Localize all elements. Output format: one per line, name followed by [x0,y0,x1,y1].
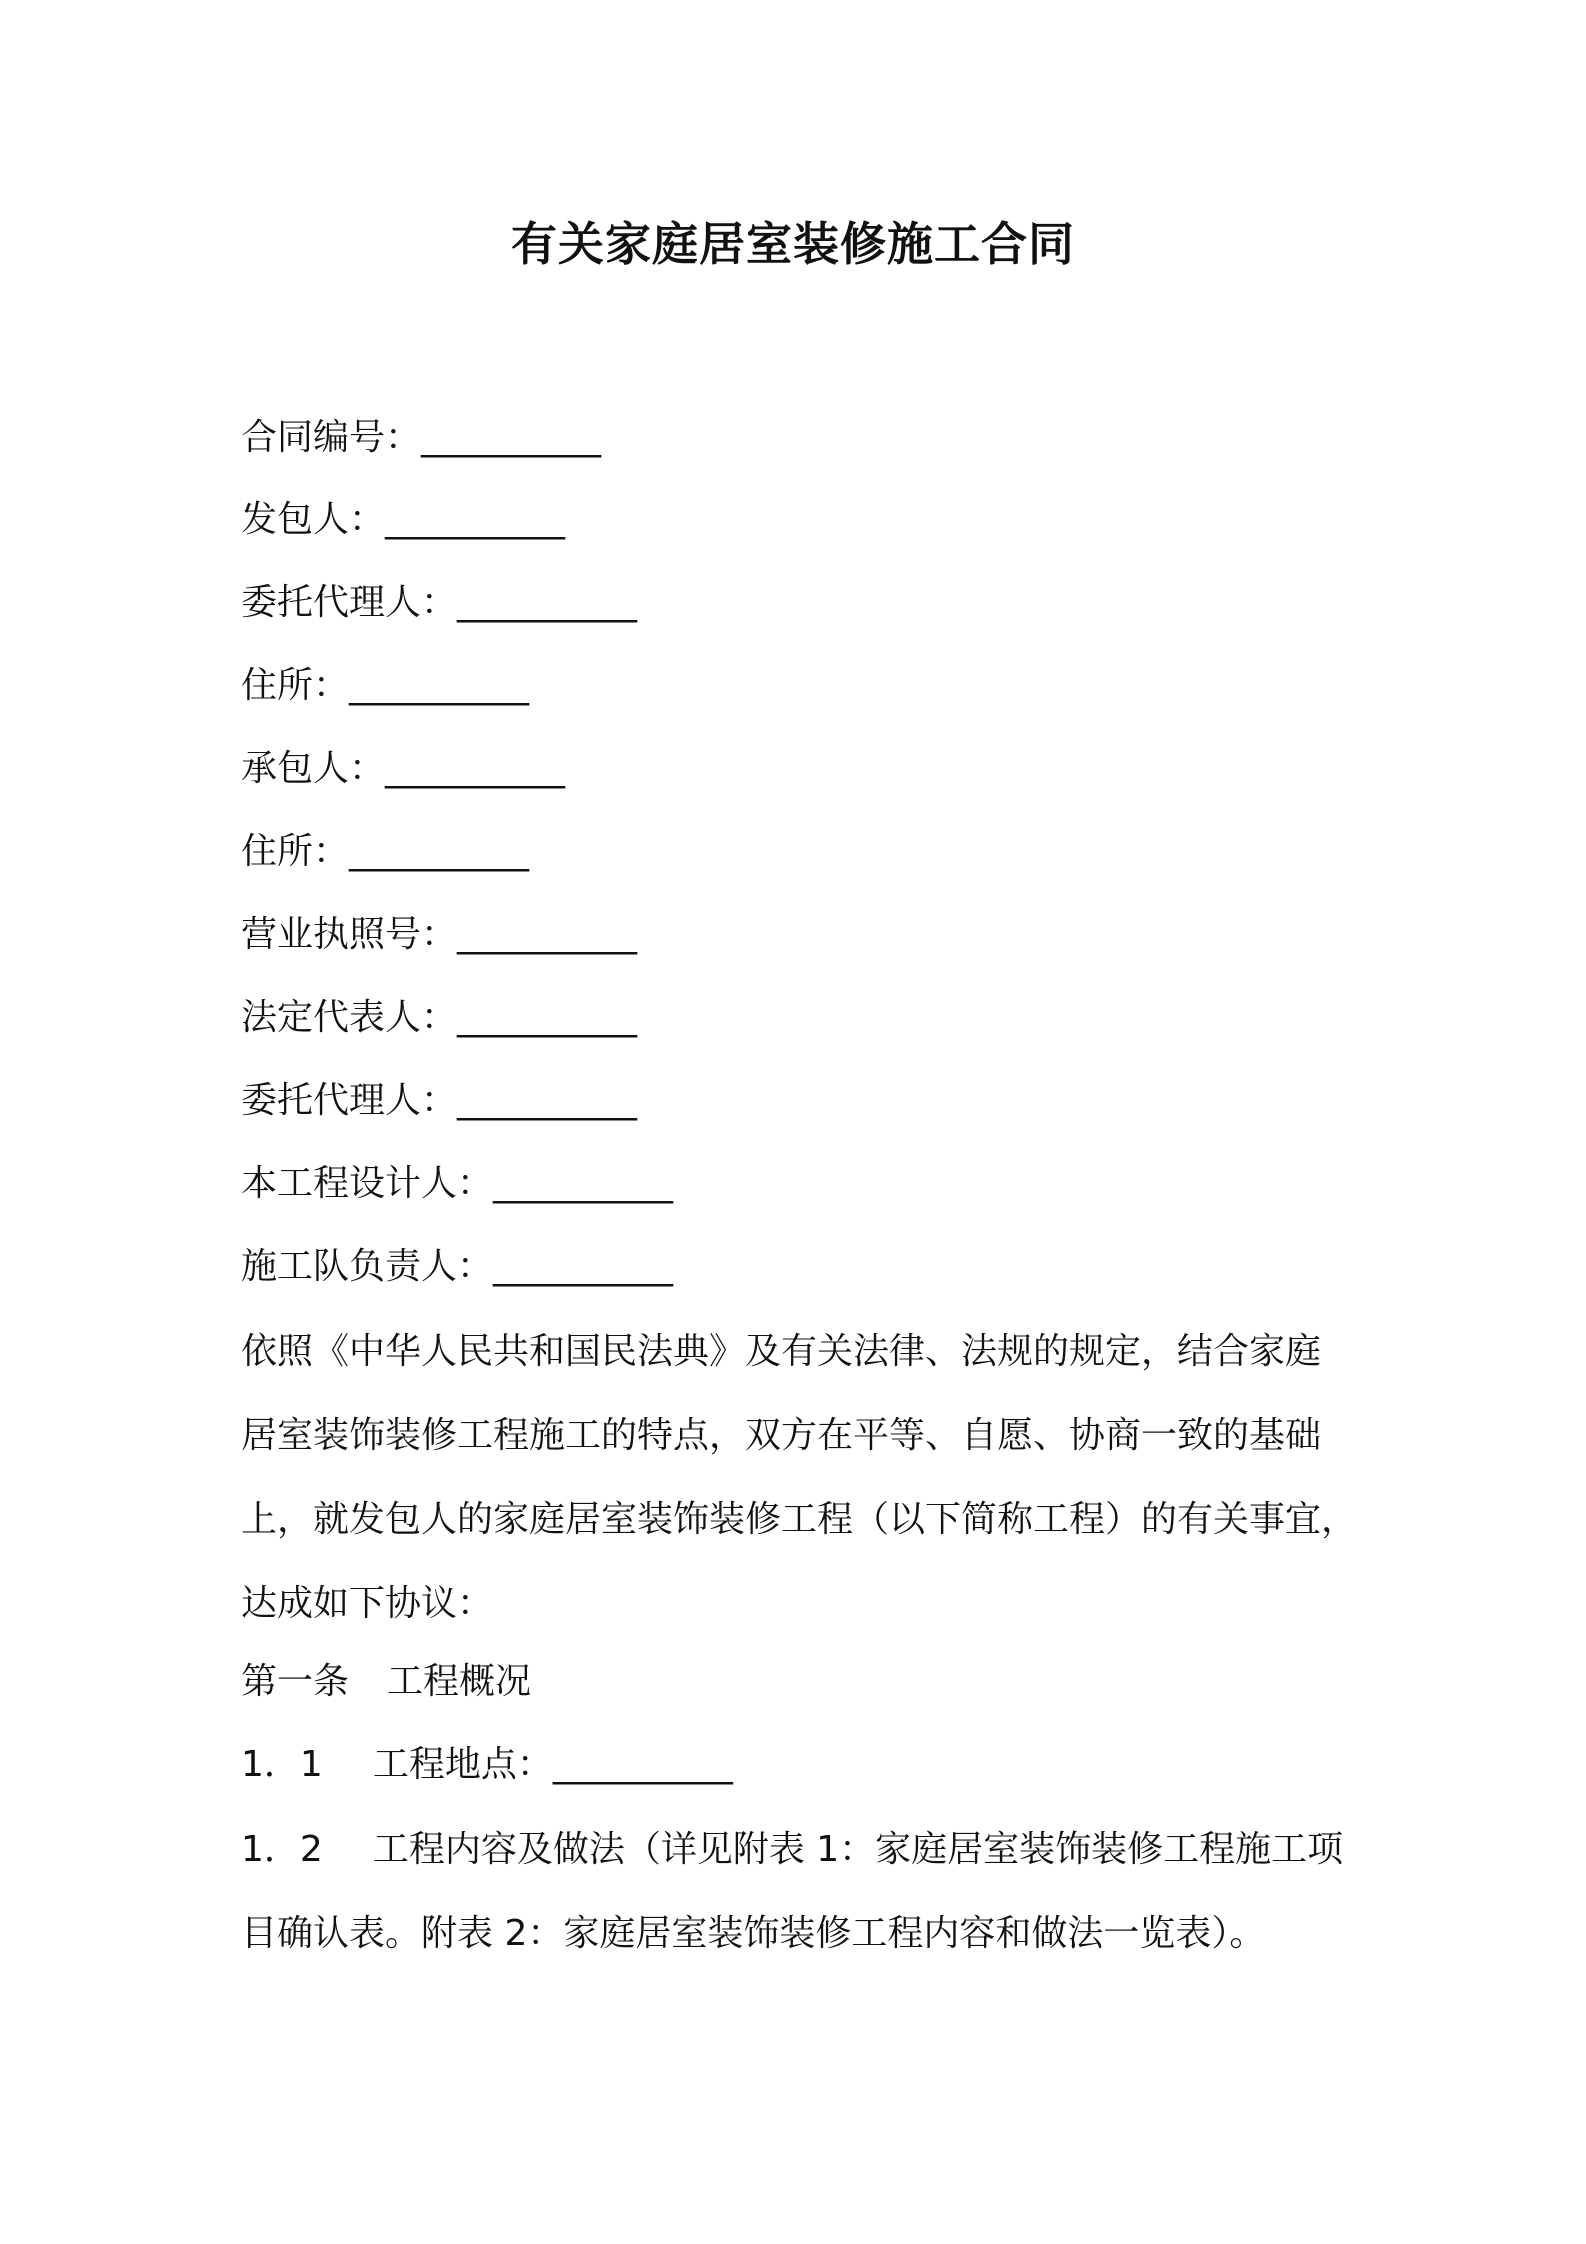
field-business-license [241,909,637,961]
field-blank: __________ [349,665,530,706]
field-blank: __________ [457,582,638,623]
field-label: 发包人： [241,499,386,540]
field-label: 委托代理人： [241,582,458,623]
field-blank: __________ [493,1246,674,1287]
field-label: 住所： [241,831,350,872]
field-team-leader [241,1241,673,1293]
paragraph-line: 依照《中华人民共和国民法典》及有关法律、法规的规定，结合家庭 [241,1331,1322,1372]
field-employer-agent [241,577,637,629]
field-label: 承包人： [241,748,386,789]
field-designer [241,1158,673,1210]
clause-label: 工程地点： [372,1744,553,1785]
field-label: 住所： [241,665,350,706]
clause-number: 1．1 [241,1744,323,1785]
paragraph-line: 达成如下协议： [241,1583,494,1624]
field-employer [241,494,565,546]
field-contractor-agent [241,1075,637,1127]
article-1-heading [241,1656,531,1708]
article-number: 第一条 [241,1661,350,1702]
clause-text: 工程内容及做法（详见附表 1：家庭居室装饰装修工程施工项 [372,1829,1344,1870]
field-contract-number [241,412,601,464]
field-label: 合同编号： [241,417,422,458]
field-label: 施工队负责人： [241,1246,494,1287]
clause-number: 1．2 [241,1829,323,1870]
field-blank: __________ [385,499,566,540]
field-label: 法定代表人： [241,997,458,1038]
clause-blank: __________ [552,1744,733,1785]
field-blank: __________ [385,748,566,789]
paragraph-line [241,1808,1351,1892]
clause-1-1 [241,1739,733,1791]
field-blank: __________ [421,417,602,458]
field-employer-address [241,660,529,712]
field-blank: __________ [457,997,638,1038]
paragraph-line: 目确认表。附表 2：家庭居室装饰装修工程内容和做法一览表）。 [241,1913,1266,1954]
paragraph-line: 上，就发包人的家庭居室装饰装修工程（以下简称工程）的有关事宜， [241,1499,1358,1540]
field-contractor-address [241,826,529,878]
document-title: 有关家庭居室装修施工合同 [511,217,1075,271]
field-contractor [241,743,565,795]
field-blank: __________ [493,1163,674,1204]
field-blank: __________ [349,831,530,872]
field-blank: __________ [457,914,638,955]
clause-1-2 [241,1808,1351,1976]
field-label: 委托代理人： [241,1080,458,1121]
field-blank: __________ [457,1080,638,1121]
article-title: 工程概况 [387,1661,532,1702]
preamble-paragraph [241,1310,1358,1646]
field-label: 营业执照号： [241,914,458,955]
paragraph-line: 居室装饰装修工程施工的特点，双方在平等、自愿、协商一致的基础 [241,1415,1322,1456]
field-legal-representative [241,992,637,1044]
field-label: 本工程设计人： [241,1163,494,1204]
